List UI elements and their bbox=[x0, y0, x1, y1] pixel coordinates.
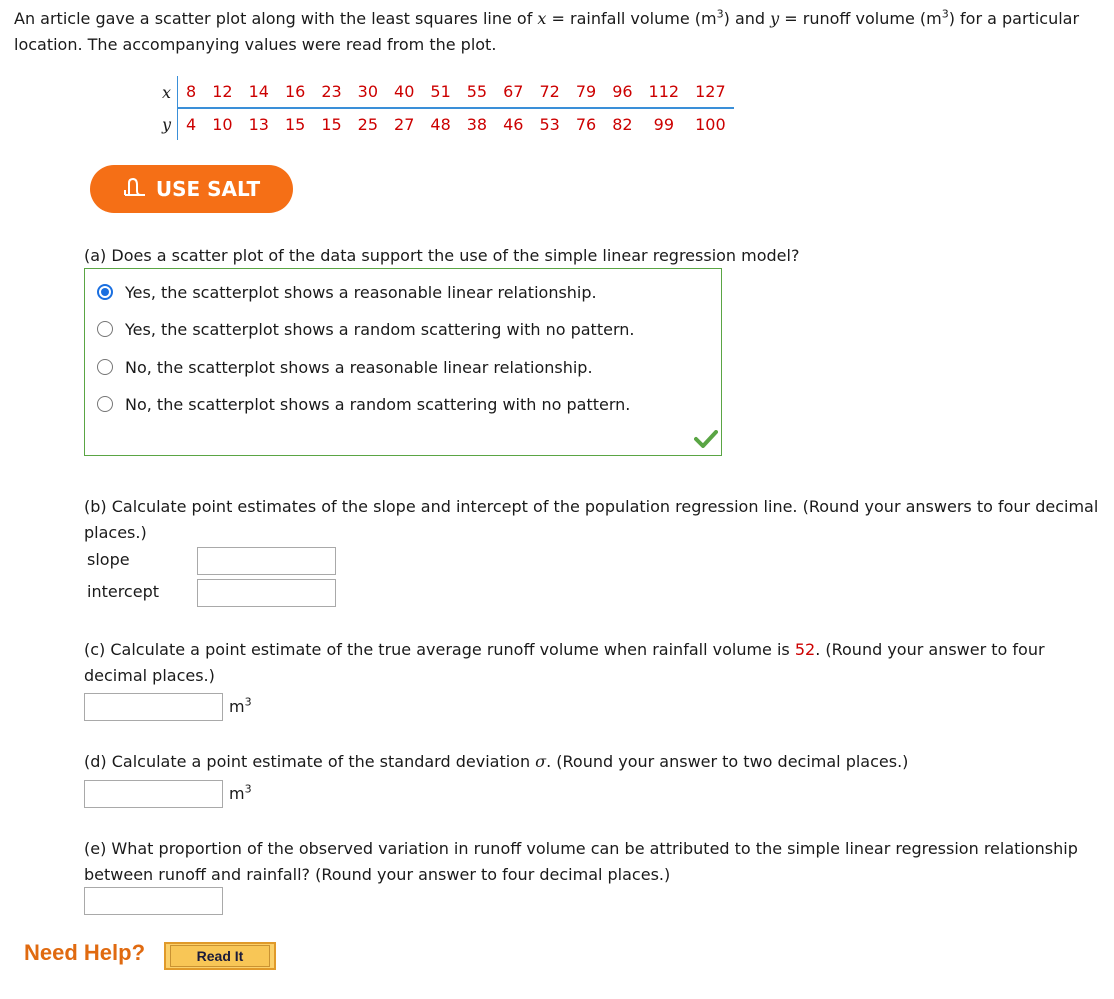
slope-input[interactable] bbox=[197, 547, 336, 575]
x-cell: 23 bbox=[313, 76, 349, 108]
x-cell: 30 bbox=[350, 76, 386, 108]
option-a-1[interactable] bbox=[97, 279, 597, 305]
unit-label bbox=[229, 784, 252, 803]
problem-intro bbox=[14, 6, 1114, 58]
option-a-3[interactable] bbox=[97, 354, 593, 380]
intercept-input[interactable] bbox=[197, 579, 336, 607]
x-cell: 127 bbox=[687, 76, 734, 108]
intro-text: ) for a particular location. The accompanying values were read from the plot. bbox=[14, 9, 1080, 54]
radio-button[interactable] bbox=[97, 359, 113, 375]
question-a: (a) Does a scatter plot of the data support the use of the simple linear regression model? bbox=[84, 246, 800, 265]
salt-icon bbox=[123, 177, 147, 202]
read-it-label: Read It bbox=[170, 945, 271, 967]
option-label: No, the scatterplot shows a reasonable linear relationship. bbox=[125, 357, 593, 377]
need-help-label: Need Help? bbox=[24, 940, 146, 965]
read-it-button[interactable] bbox=[164, 942, 276, 970]
y-cell: 53 bbox=[539, 115, 560, 134]
y-cell: 48 bbox=[430, 115, 451, 134]
std-dev-input[interactable] bbox=[84, 780, 223, 808]
y-cell: 99 bbox=[653, 115, 674, 134]
y-cell: 100 bbox=[695, 115, 726, 134]
option-a-4[interactable] bbox=[97, 391, 630, 417]
option-label: Yes, the scatterplot shows a random scattering with no pattern. bbox=[125, 319, 635, 339]
intro-text: An article gave a scatter plot along with the least squares line of bbox=[14, 9, 538, 28]
x-row bbox=[156, 76, 734, 108]
x-cell: 16 bbox=[277, 76, 313, 108]
intro-text: ) and bbox=[723, 9, 771, 28]
rainfall-value: 52 bbox=[794, 640, 816, 659]
option-label: Yes, the scatterplot shows a reasonable linear relationship. bbox=[125, 282, 597, 302]
x-cell: 96 bbox=[604, 76, 640, 108]
y-cell: 27 bbox=[394, 115, 415, 134]
y-cell: 25 bbox=[357, 115, 379, 134]
x-cell: 14 bbox=[241, 76, 277, 108]
y-row bbox=[156, 108, 734, 140]
x-cell: 8 bbox=[178, 76, 205, 108]
x-cell: 72 bbox=[531, 76, 567, 108]
intro-text: = runoff volume (m bbox=[779, 9, 942, 28]
slope-label: slope bbox=[87, 550, 130, 569]
unit-text: m bbox=[229, 784, 245, 803]
unit-exponent: 3 bbox=[244, 695, 252, 709]
exponent: 3 bbox=[716, 7, 724, 21]
x-cell: 67 bbox=[495, 76, 531, 108]
data-table bbox=[156, 76, 734, 140]
radio-button[interactable] bbox=[97, 396, 113, 412]
y-cell: 15 bbox=[321, 115, 342, 134]
y-cell: 10 bbox=[212, 115, 233, 134]
y-cell: 82 bbox=[612, 115, 633, 134]
question-c bbox=[84, 637, 1110, 689]
radio-button-selected[interactable] bbox=[97, 284, 113, 300]
question-b: (b) Calculate point estimates of the slope and intercept of the population regression line. (Round your answers to four decimal places.) bbox=[84, 497, 1099, 542]
use-salt-button[interactable] bbox=[90, 165, 293, 213]
exponent: 3 bbox=[941, 7, 949, 21]
y-cell: 46 bbox=[503, 115, 524, 134]
unit-label bbox=[229, 697, 252, 716]
y-cell: 76 bbox=[575, 115, 597, 134]
x-variable: x bbox=[537, 9, 547, 28]
question-d bbox=[84, 749, 1110, 775]
y-cell: 38 bbox=[466, 115, 488, 134]
x-cell: 51 bbox=[422, 76, 458, 108]
unit-exponent: 3 bbox=[244, 782, 252, 796]
correct-check-icon bbox=[694, 430, 718, 448]
x-cell: 79 bbox=[568, 76, 604, 108]
question-text: . (Round your answer to four decimal places.) bbox=[84, 640, 1045, 685]
y-variable: y bbox=[770, 9, 780, 28]
question-e: (e) What proportion of the observed variation in runoff volume can be attributed to the simple linear regression relationship between runoff and rainfall? (Round your answer to four decimal places.) bbox=[84, 839, 1078, 884]
question-text: . (Round your answer to two decimal places.) bbox=[546, 752, 909, 771]
question-text: (d) Calculate a point estimate of the standard deviation bbox=[84, 752, 536, 771]
y-cell: 13 bbox=[248, 115, 269, 134]
option-a-2[interactable] bbox=[97, 316, 634, 342]
x-cell: 12 bbox=[204, 76, 240, 108]
unit-text: m bbox=[229, 697, 245, 716]
y-cell: 4 bbox=[186, 115, 197, 134]
sigma-symbol: σ bbox=[535, 752, 547, 771]
x-cell: 112 bbox=[641, 76, 688, 108]
x-cell: 55 bbox=[459, 76, 495, 108]
runoff-estimate-input[interactable] bbox=[84, 693, 223, 721]
x-row-label: x bbox=[156, 76, 178, 108]
proportion-input[interactable] bbox=[84, 887, 223, 915]
x-cell: 40 bbox=[386, 76, 422, 108]
y-cell: 15 bbox=[284, 115, 306, 134]
question-text: (c) Calculate a point estimate of the true average runoff volume when rainfall volume is bbox=[84, 640, 795, 659]
radio-button[interactable] bbox=[97, 321, 113, 337]
intro-text: = rainfall volume (m bbox=[546, 9, 717, 28]
use-salt-label: USE SALT bbox=[155, 177, 261, 201]
intercept-label: intercept bbox=[87, 582, 159, 601]
y-row-label: y bbox=[156, 108, 178, 140]
option-label: No, the scatterplot shows a random scattering with no pattern. bbox=[125, 394, 631, 414]
